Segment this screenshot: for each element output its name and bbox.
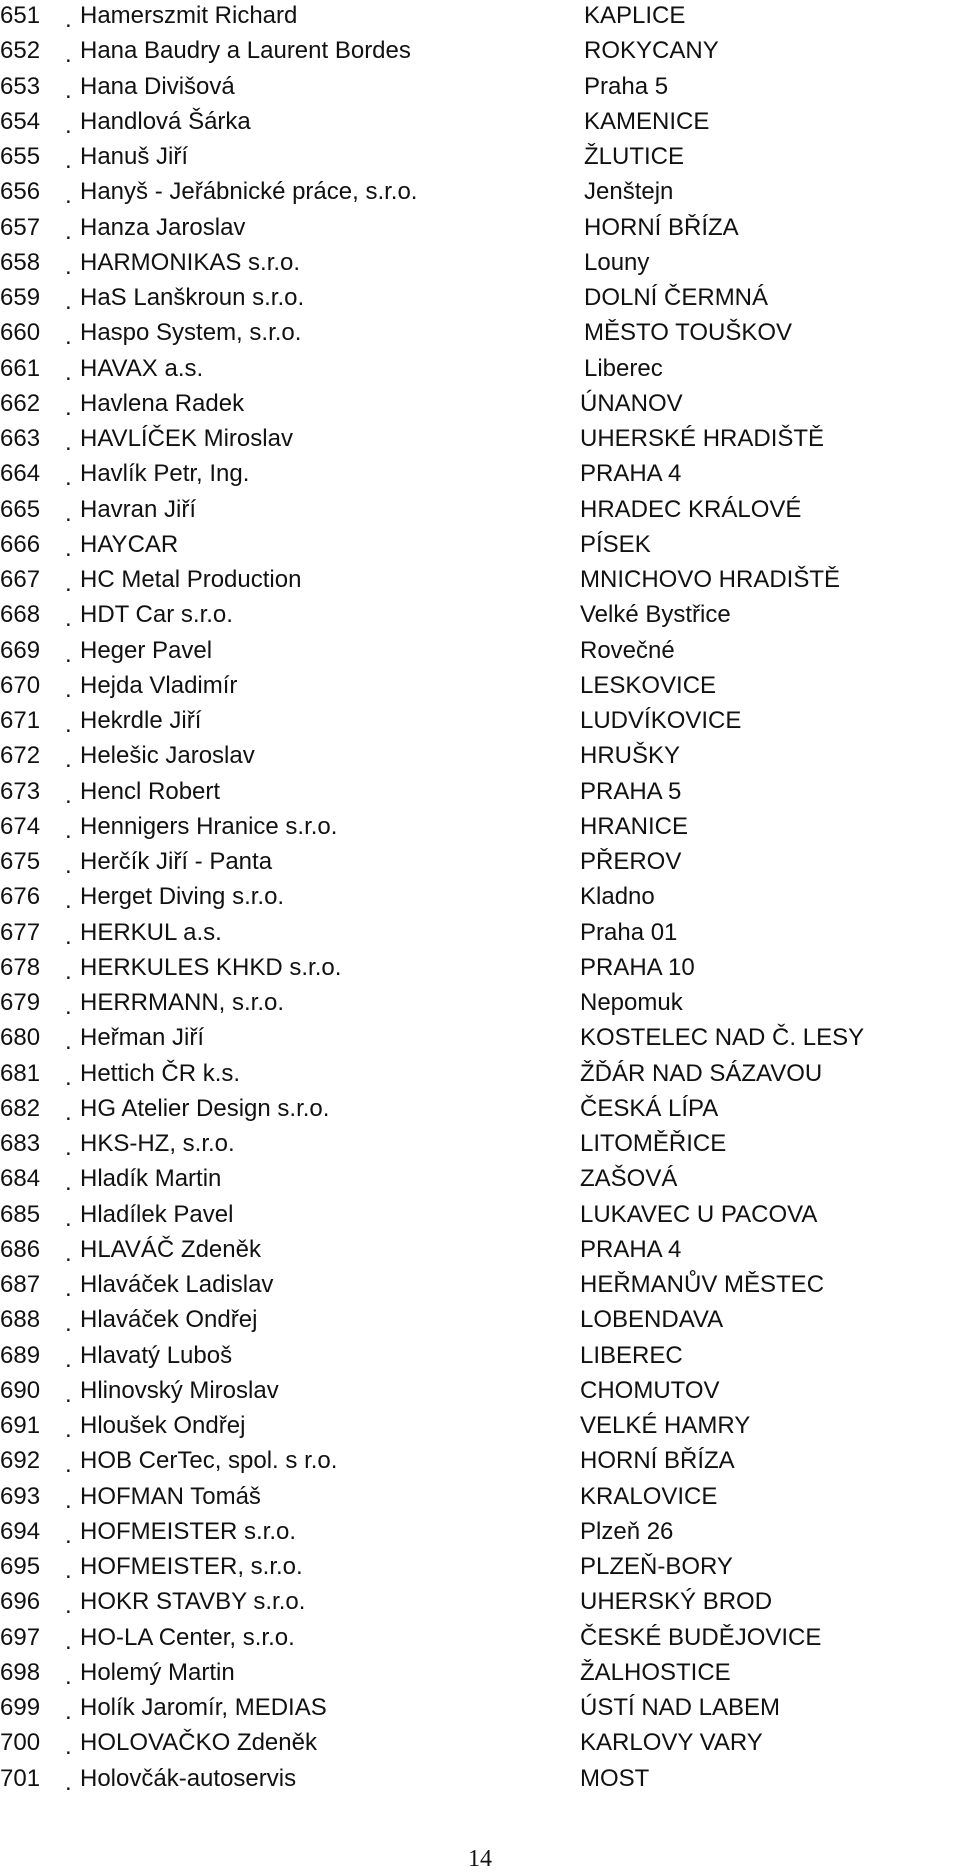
entry-number: 657	[0, 213, 41, 241]
list-item	[0, 178, 960, 213]
entry-separator: .	[65, 393, 72, 421]
list-item	[0, 813, 960, 848]
entry-name: HKS-HZ, s.r.o.	[80, 1130, 235, 1157]
entry-number: 676	[0, 883, 41, 911]
entry-separator: .	[65, 816, 72, 844]
entry-number: 685	[0, 1200, 41, 1228]
entry-city: ČESKÉ BUDĚJOVICE	[580, 1623, 822, 1651]
list-item	[0, 954, 960, 989]
entry-city: DOLNÍ ČERMNÁ	[584, 284, 769, 311]
entry-city: CHOMUTOV	[580, 1376, 720, 1404]
list-item	[0, 883, 960, 918]
entry-name: Hlavatý Luboš	[80, 1341, 233, 1369]
entry-name: Hladílek Pavel	[80, 1200, 234, 1228]
entry-number: 691	[0, 1412, 41, 1439]
entry-separator: .	[65, 1345, 72, 1373]
entry-number: 689	[0, 1341, 41, 1369]
entry-separator: .	[65, 499, 72, 527]
list-item	[0, 1447, 960, 1482]
list-item	[0, 1659, 960, 1694]
entry-name: Hennigers Hranice s.r.o.	[80, 812, 338, 840]
entry-city: ŽĎÁR NAD SÁZAVOU	[580, 1059, 823, 1087]
entry-city: PRAHA 4	[580, 460, 682, 488]
entry-number: 686	[0, 1235, 41, 1263]
entry-name: Hekrdle Jiří	[80, 707, 202, 734]
entry-separator: .	[65, 288, 72, 315]
list-item	[0, 637, 960, 672]
entry-name: HG Atelier Design s.r.o.	[80, 1094, 330, 1122]
list-item	[0, 1095, 960, 1130]
entry-name: Hana Divišová	[80, 72, 235, 100]
entry-name: Hettich ČR k.s.	[80, 1059, 241, 1087]
entry-name: Heger Pavel	[80, 636, 213, 664]
entry-city: ŽLUTICE	[584, 143, 685, 170]
list-item	[0, 1765, 960, 1800]
entry-number: 682	[0, 1094, 41, 1122]
entry-name: Holík Jaromír, MEDIAS	[80, 1694, 327, 1721]
entry-name: HC Metal Production	[80, 566, 302, 593]
entry-number: 699	[0, 1694, 41, 1721]
entry-name: Haspo System, s.r.o.	[80, 319, 302, 347]
entry-number: 652	[0, 37, 41, 65]
entry-name: HOFMEISTER, s.r.o.	[80, 1553, 303, 1580]
entry-name: Hloušek Ondřej	[80, 1412, 246, 1439]
list-item	[0, 1201, 960, 1236]
entry-city: LOBENDAVA	[580, 1306, 724, 1334]
entry-separator: .	[65, 570, 72, 597]
entry-separator: .	[65, 217, 72, 245]
entry-separator: .	[65, 605, 72, 633]
entry-city: HORNÍ BŘÍZA	[584, 213, 739, 241]
entry-name: Hamerszmit Richard	[80, 2, 298, 29]
entry-number: 651	[0, 2, 41, 29]
entry-name: Havlena Radek	[80, 389, 245, 417]
entry-name: Hejda Vladimír	[80, 671, 238, 699]
list-item	[0, 707, 960, 742]
entry-name: HERRMANN, s.r.o.	[80, 989, 285, 1016]
list-item	[0, 425, 960, 460]
list-item	[0, 1483, 960, 1518]
entry-city: LUKAVEC U PACOVA	[580, 1200, 818, 1228]
entry-separator: .	[65, 1098, 72, 1126]
entry-number: 661	[0, 354, 41, 382]
entry-number: 701	[0, 1764, 41, 1792]
entry-separator: .	[65, 1698, 72, 1725]
entry-city: LIBEREC	[580, 1341, 683, 1369]
entry-number: 679	[0, 989, 41, 1016]
entry-number: 680	[0, 1024, 41, 1052]
entry-separator: .	[65, 1592, 72, 1620]
entry-number: 662	[0, 389, 41, 417]
entry-name: Herget Diving s.r.o.	[80, 883, 285, 911]
entry-separator: .	[65, 640, 72, 668]
entry-city: KAPLICE	[584, 2, 686, 29]
entry-city: KOSTELEC NAD Č. LESY	[580, 1024, 865, 1052]
entry-name: Hladík Martin	[80, 1165, 222, 1193]
entry-separator: .	[65, 1662, 72, 1690]
entry-separator: .	[65, 711, 72, 738]
entry-city: Praha 5	[584, 72, 669, 100]
entry-number: 695	[0, 1553, 41, 1580]
entry-name: HAVAX a.s.	[80, 354, 204, 382]
list-item	[0, 1588, 960, 1623]
entry-city: MNICHOVO HRADIŠTĚ	[580, 566, 841, 593]
entry-number: 696	[0, 1588, 41, 1616]
entry-name: HAYCAR	[80, 530, 179, 558]
entry-separator: .	[65, 957, 72, 985]
list-item	[0, 319, 960, 354]
entry-name: Hanyš - Jeřábnické práce, s.r.o.	[80, 178, 418, 206]
entry-number: 658	[0, 248, 41, 276]
list-item	[0, 1518, 960, 1553]
entry-city: ROKYCANY	[584, 37, 719, 65]
list-item	[0, 848, 960, 883]
entry-separator: .	[65, 1521, 72, 1549]
list-item	[0, 355, 960, 390]
entry-separator: .	[65, 252, 72, 280]
entry-city: HRUŠKY	[580, 742, 681, 770]
entry-city: HRANICE	[580, 812, 689, 840]
entry-city: UHERSKÉ HRADIŠTĚ	[580, 425, 825, 452]
entry-name: Handlová Šárka	[80, 107, 251, 135]
entry-name: HERKUL a.s.	[80, 918, 222, 946]
entry-separator: .	[65, 1768, 72, 1796]
page-number: 14	[468, 1846, 492, 1872]
list-item	[0, 73, 960, 108]
list-item	[0, 742, 960, 777]
entry-city: HEŘMANŮV MĚSTEC	[580, 1271, 825, 1298]
entry-name: HDT Car s.r.o.	[80, 601, 233, 629]
list-item	[0, 108, 960, 143]
entry-city: ZAŠOVÁ	[580, 1165, 678, 1193]
list-item	[0, 1024, 960, 1059]
entry-name: Havran Jiří	[80, 495, 197, 523]
entry-name: Holovčák-autoservis	[80, 1764, 297, 1792]
entry-number: 681	[0, 1059, 41, 1087]
entry-name: Helešic Jaroslav	[80, 742, 255, 770]
entry-city: PRAHA 10	[580, 953, 695, 981]
entry-name: HERKULES KHKD s.r.o.	[80, 953, 342, 981]
entry-separator: .	[65, 1310, 72, 1338]
entry-number: 659	[0, 284, 41, 311]
entry-name: Hanuš Jiří	[80, 143, 189, 170]
list-item	[0, 390, 960, 425]
entry-number: 656	[0, 178, 41, 206]
entry-separator: .	[65, 1557, 72, 1584]
list-item	[0, 989, 960, 1024]
entry-city: VELKÉ HAMRY	[580, 1412, 751, 1439]
entry-name: Hanza Jaroslav	[80, 213, 246, 241]
entry-name: Hana Baudry a Laurent Bordes	[80, 37, 411, 65]
entry-city: PŘEROV	[580, 848, 682, 875]
list-item	[0, 1342, 960, 1377]
entry-name: Holemý Martin	[80, 1658, 235, 1686]
entry-number: 667	[0, 566, 41, 593]
entry-number: 670	[0, 671, 41, 699]
list-item	[0, 1060, 960, 1095]
entry-city: MĚSTO TOUŠKOV	[584, 319, 793, 347]
entry-separator: .	[65, 922, 72, 950]
entry-city: Praha 01	[580, 918, 678, 946]
entry-separator: .	[65, 429, 72, 456]
entry-number: 673	[0, 777, 41, 805]
entry-separator: .	[65, 6, 72, 33]
entry-separator: .	[65, 887, 72, 915]
list-item	[0, 214, 960, 249]
entry-name: HOFMAN Tomáš	[80, 1482, 261, 1510]
entry-number: 675	[0, 848, 41, 875]
entry-number: 690	[0, 1376, 41, 1404]
entry-name: HOKR STAVBY s.r.o.	[80, 1588, 306, 1616]
list-item	[0, 531, 960, 566]
entry-city: ÚNANOV	[580, 389, 683, 417]
entry-number: 683	[0, 1130, 41, 1157]
entry-separator: .	[65, 746, 72, 774]
list-item	[0, 1624, 960, 1659]
entry-number: 653	[0, 72, 41, 100]
entry-name: HOB CerTec, spol. s r.o.	[80, 1447, 338, 1475]
entry-city: ÚSTÍ NAD LABEM	[580, 1694, 781, 1721]
entry-city: Louny	[584, 248, 650, 276]
entry-separator: .	[65, 147, 72, 174]
entry-separator: .	[65, 1204, 72, 1232]
list-item	[0, 1694, 960, 1729]
entry-number: 664	[0, 460, 41, 488]
entry-number: 687	[0, 1271, 41, 1298]
entry-name: HaS Lanškroun s.r.o.	[80, 284, 305, 311]
entry-city: PRAHA 4	[580, 1235, 682, 1263]
list-item	[0, 672, 960, 707]
entry-number: 700	[0, 1729, 41, 1757]
list-item	[0, 2, 960, 37]
entry-separator: .	[65, 1134, 72, 1161]
entry-number: 655	[0, 143, 41, 170]
entry-city: Kladno	[580, 883, 655, 911]
entry-separator: .	[65, 1275, 72, 1302]
list-item	[0, 249, 960, 284]
list-item	[0, 1412, 960, 1447]
entry-name: HOFMEISTER s.r.o.	[80, 1517, 297, 1545]
entry-city: LESKOVICE	[580, 671, 717, 699]
list-item	[0, 601, 960, 636]
entry-number: 669	[0, 636, 41, 664]
entry-city: PRAHA 5	[580, 777, 682, 805]
list-item	[0, 1377, 960, 1412]
entry-number: 663	[0, 425, 41, 452]
entry-separator: .	[65, 852, 72, 879]
entry-number: 674	[0, 812, 41, 840]
entry-city: Velké Bystřice	[580, 601, 731, 629]
list-item	[0, 1306, 960, 1341]
entry-city: Plzeň 26	[580, 1517, 674, 1545]
entry-number: 666	[0, 530, 41, 558]
entry-city: PLZEŇ-BORY	[580, 1553, 733, 1580]
entry-number: 677	[0, 918, 41, 946]
list-item	[0, 919, 960, 954]
list-item	[0, 566, 960, 601]
entry-separator: .	[65, 1451, 72, 1479]
list-item	[0, 460, 960, 495]
entry-separator: .	[65, 1733, 72, 1761]
entry-separator: .	[65, 358, 72, 386]
entry-name: Hencl Robert	[80, 777, 221, 805]
entry-city: KAMENICE	[584, 107, 710, 135]
entry-city: Nepomuk	[580, 989, 683, 1016]
entry-separator: .	[65, 1028, 72, 1056]
list-item	[0, 37, 960, 72]
list-item	[0, 143, 960, 178]
entry-city: Jenštejn	[584, 178, 674, 206]
entry-separator: .	[65, 464, 72, 492]
entry-city: LUDVÍKOVICE	[580, 707, 742, 734]
entry-city: ČESKÁ LÍPA	[580, 1094, 719, 1122]
entry-number: 672	[0, 742, 41, 770]
entry-name: Havlík Petr, Ing.	[80, 460, 250, 488]
entry-city: Liberec	[584, 354, 663, 382]
entry-name: Herčík Jiří - Panta	[80, 848, 273, 875]
list-item	[0, 1271, 960, 1306]
entry-name: Hlinovský Miroslav	[80, 1376, 279, 1404]
entry-separator: .	[65, 781, 72, 809]
entry-city: UHERSKÝ BROD	[580, 1588, 773, 1616]
entry-city: MOST	[580, 1764, 650, 1792]
entry-city: HRADEC KRÁLOVÉ	[580, 495, 802, 523]
entry-name: Hlaváček Ondřej	[80, 1306, 258, 1334]
entry-separator: .	[65, 182, 72, 210]
entry-number: 693	[0, 1482, 41, 1510]
entry-name: HO-LA Center, s.r.o.	[80, 1623, 295, 1651]
entry-separator: .	[65, 323, 72, 351]
entry-city: KRALOVICE	[580, 1482, 718, 1510]
entry-number: 678	[0, 953, 41, 981]
entry-separator: .	[65, 111, 72, 139]
entry-number: 668	[0, 601, 41, 629]
entry-separator: .	[65, 534, 72, 562]
entry-separator: .	[65, 1416, 72, 1443]
entry-number: 688	[0, 1306, 41, 1334]
entry-name: Heřman Jiří	[80, 1024, 205, 1052]
entry-separator: .	[65, 1486, 72, 1514]
list-item	[0, 284, 960, 319]
entry-separator: .	[65, 993, 72, 1020]
entry-separator: .	[65, 76, 72, 104]
entry-name: Hlaváček Ladislav	[80, 1271, 274, 1298]
entry-city: ŽALHOSTICE	[580, 1658, 731, 1686]
list-item	[0, 1553, 960, 1588]
entry-number: 665	[0, 495, 41, 523]
entry-number: 660	[0, 319, 41, 347]
entry-name: HAVLÍČEK Miroslav	[80, 425, 293, 452]
list-item	[0, 778, 960, 813]
entry-separator: .	[65, 41, 72, 69]
list-item	[0, 1165, 960, 1200]
entry-separator: .	[65, 1239, 72, 1267]
entry-separator: .	[65, 675, 72, 703]
entry-separator: .	[65, 1063, 72, 1091]
list-item	[0, 1729, 960, 1764]
entry-number: 692	[0, 1447, 41, 1475]
entry-number: 698	[0, 1658, 41, 1686]
entry-city: HORNÍ BŘÍZA	[580, 1447, 735, 1475]
entry-number: 684	[0, 1165, 41, 1193]
entry-city: LITOMĚŘICE	[580, 1130, 727, 1157]
entry-number: 694	[0, 1517, 41, 1545]
entry-name: HOLOVAČKO Zdeněk	[80, 1729, 317, 1757]
list-item	[0, 1236, 960, 1271]
entry-number: 697	[0, 1623, 41, 1651]
list-item	[0, 1130, 960, 1165]
entry-name: HARMONIKAS s.r.o.	[80, 248, 301, 276]
entry-separator: .	[65, 1380, 72, 1408]
entry-number: 654	[0, 107, 41, 135]
entry-name: HLAVÁČ Zdeněk	[80, 1235, 261, 1263]
entry-city: KARLOVY VARY	[580, 1729, 763, 1757]
entry-city: PÍSEK	[580, 530, 651, 558]
entry-city: Rovečné	[580, 636, 675, 664]
list-item	[0, 496, 960, 531]
entry-separator: .	[65, 1627, 72, 1655]
entry-number: 671	[0, 707, 41, 734]
entry-separator: .	[65, 1169, 72, 1197]
